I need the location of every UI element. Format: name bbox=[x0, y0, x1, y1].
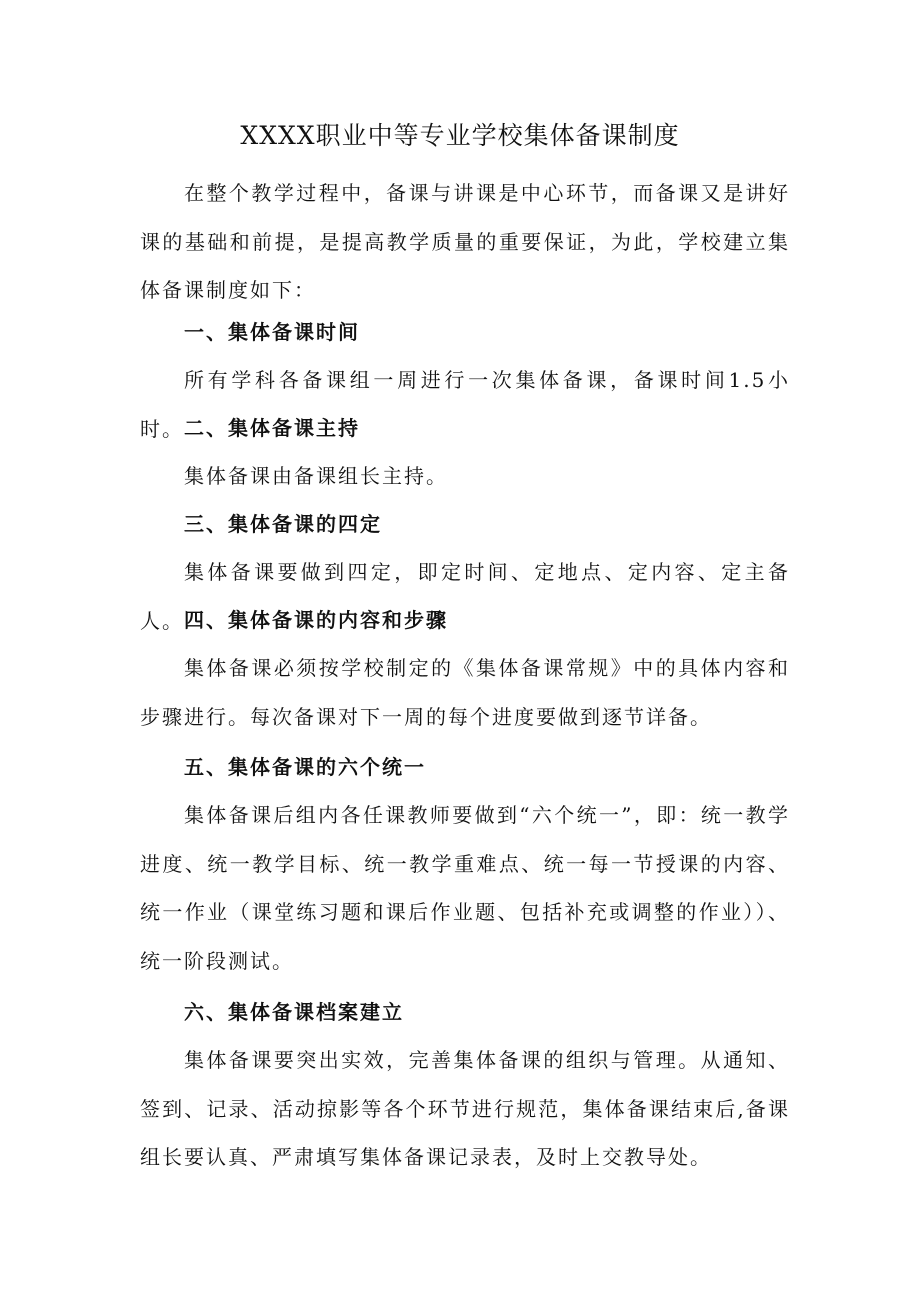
section-5-heading: 五、集体备课的六个统一 bbox=[184, 755, 426, 779]
section-3-heading: 三、集体备课的四定 bbox=[184, 512, 382, 536]
section-4-body: 集体备课必须按学校制定的《集体备课常规》中的具体内容和步骤进行。每次备课对下一周的每个进度要做到逐节详备。 bbox=[140, 656, 790, 729]
section-6-body: 集体备课要突出实效，完善集体备课的组织与管理。从通知、签到、记录、活动掠影等各个环节进行规范，集体备课结束后,备课组长要认真、严肃填写集体备课记录表，及时上交教导处。 bbox=[140, 1048, 790, 1169]
section-4-heading: 四、集体备课的内容和步骤 bbox=[184, 608, 448, 632]
section-2-heading: 二、集体备课主持 bbox=[184, 416, 360, 440]
section-1-heading: 一、集体备课时间 bbox=[184, 320, 360, 344]
section-3-body: 集体备课要做到四定，即定时间、定地点、定内容、定主备人。 bbox=[140, 560, 790, 633]
intro-paragraph: 在整个教学过程中，备课与讲课是中心环节，而备课又是讲好课的基础和前提，是提高教学质量的重要保证，为此，学校建立集体备课制度如下： bbox=[140, 181, 790, 302]
section-1-body: 所有学科各备课组一周进行一次集体备课，备课时间1.5小时。 bbox=[140, 368, 790, 441]
section-2-body: 集体备课由备课组长主持。 bbox=[184, 464, 448, 488]
section-5-body: 集体备课后组内各任课教师要做到“六个统一”，即：统一教学进度、统一教学目标、统一教学重难点、统一每一节授课的内容、统一作业（课堂练习题和课后作业题、包括补充或调整的作业））、统一阶段测试。 bbox=[140, 803, 790, 973]
section-6-heading: 六、集体备课档案建立 bbox=[184, 1000, 404, 1024]
document-title: XXXX职业中等专业学校集体备课制度 bbox=[240, 121, 680, 150]
